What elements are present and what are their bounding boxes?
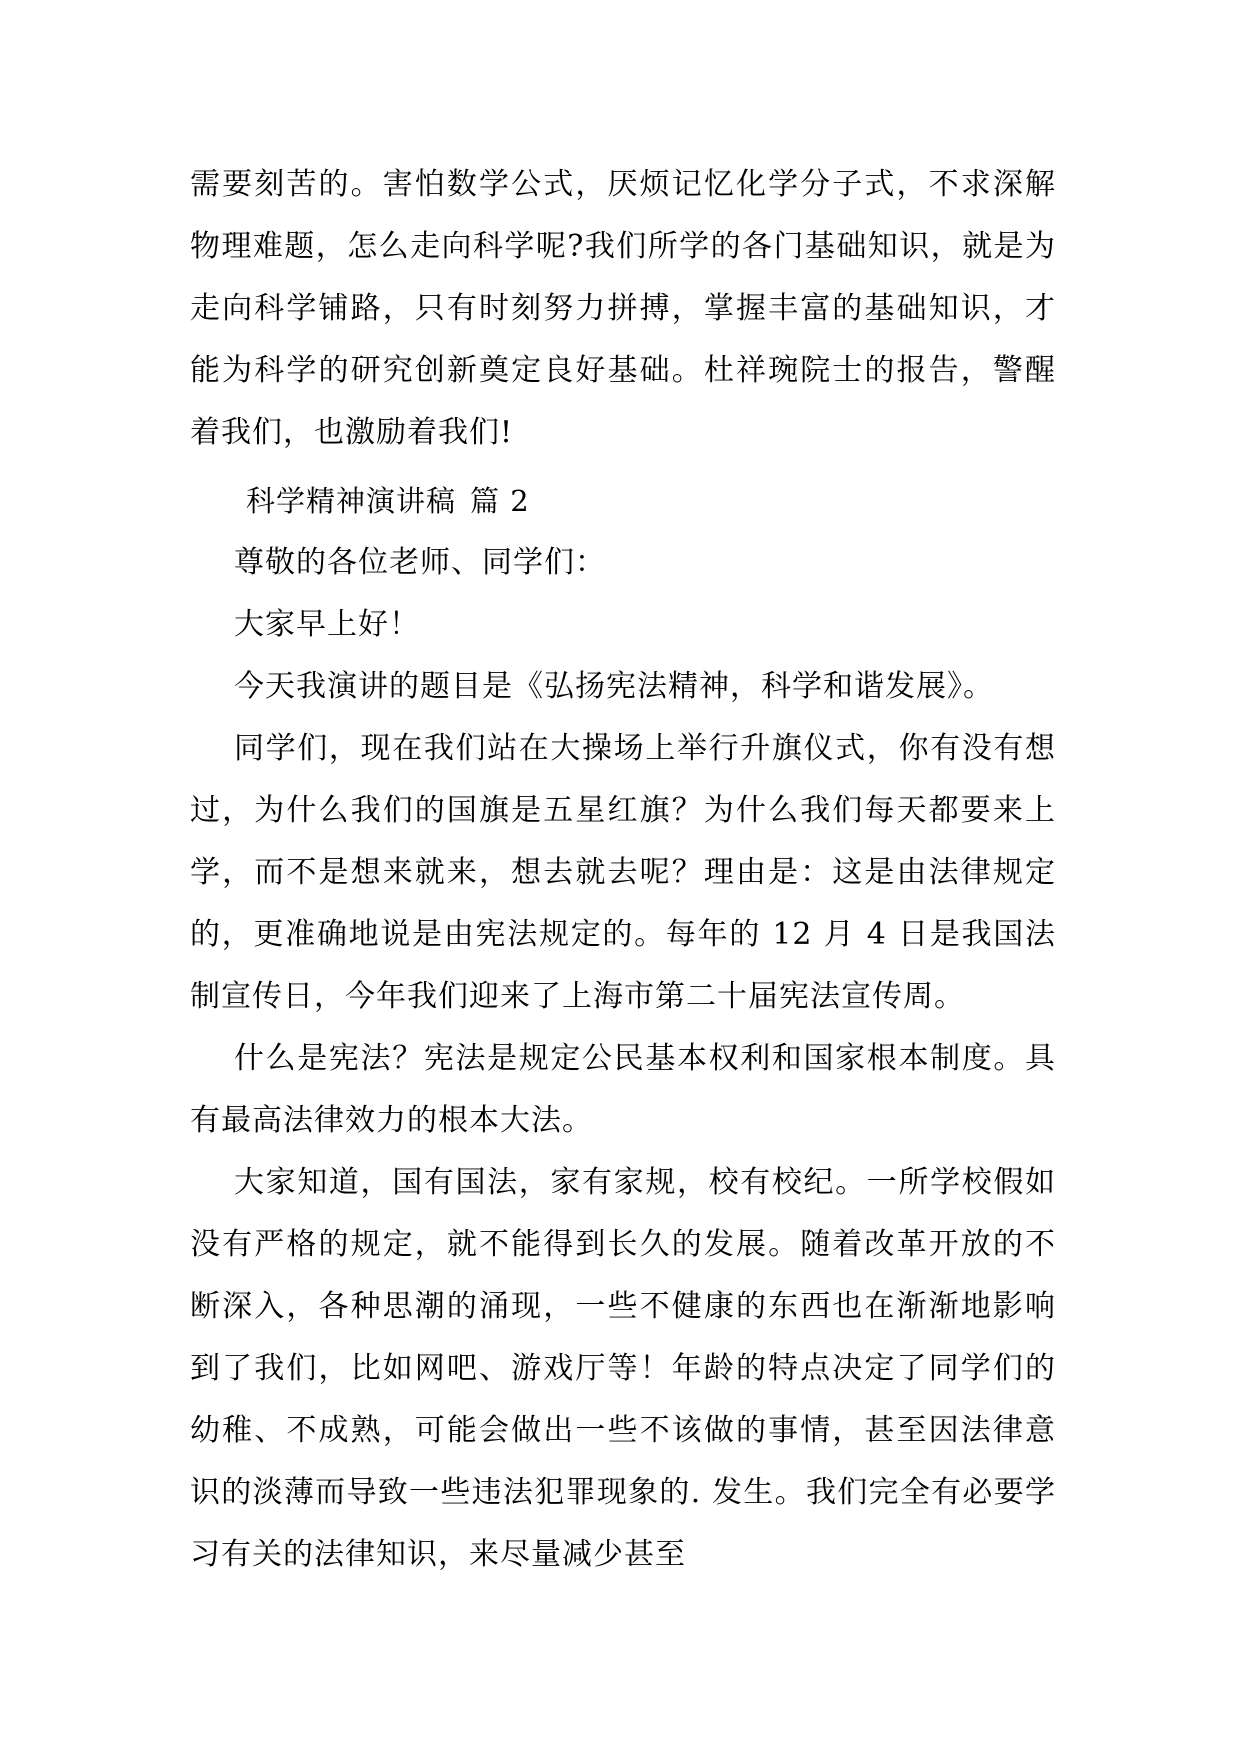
- continued-paragraph: 需要刻苦的。害怕数学公式，厌烦记忆化学分子式，不求深解物理难题，怎么走向科学呢?我们所学的各门基础知识，就是为走向科学铺路，只有时刻努力拼搏，掌握丰富的基础知识，才能为科学的研究创新奠定良好基础。杜祥琬院士的报告，警醒着我们，也激励着我们!: [190, 167, 1056, 450]
- topic-line: 今天我演讲的题目是《弘扬宪法精神，科学和谐发展》。: [234, 669, 994, 704]
- body-paragraph: 什么是宪法？宪法是规定公民基本权利和国家根本制度。具有最高法律效力的根本大法。: [190, 1041, 1056, 1138]
- section-title: 科学精神演讲稿: [246, 484, 457, 518]
- continued-paragraph-block: [190, 154, 1056, 464]
- salutation: 大家早上好！: [234, 607, 420, 642]
- body-text-block: [190, 532, 1056, 1586]
- section-number: 篇 2: [470, 484, 530, 518]
- greeting: 尊敬的各位老师、同学们：: [234, 545, 606, 580]
- section-heading: [246, 470, 530, 532]
- body-paragraph: 大家知道，国有国法，家有家规，校有校纪。一所学校假如没有严格的规定，就不能得到长久的发展。随着改革开放的不断深入，各种思潮的涌现，一些不健康的东西也在渐渐地影响到了我们，比如网吧、游戏厅等！年龄的特点决定了同学们的幼稚、不成熟，可能会做出一些不该做的事情，甚至因法律意识的淡薄而导致一些违法犯罪现象的. 发生。我们完全有必要学习有关的法律知识，来尽量减少甚至: [190, 1165, 1056, 1572]
- body-paragraph: 同学们，现在我们站在大操场上举行升旗仪式，你有没有想过，为什么我们的国旗是五星红旗？为什么我们每天都要来上学，而不是想来就来，想去就去呢？理由是：这是由法律规定的，更准确地说是由宪法规定的。每年的 12 月 4 日是我国法制宣传日，今年我们迎来了上海市第二十届宪法宣传周。: [190, 731, 1056, 1014]
